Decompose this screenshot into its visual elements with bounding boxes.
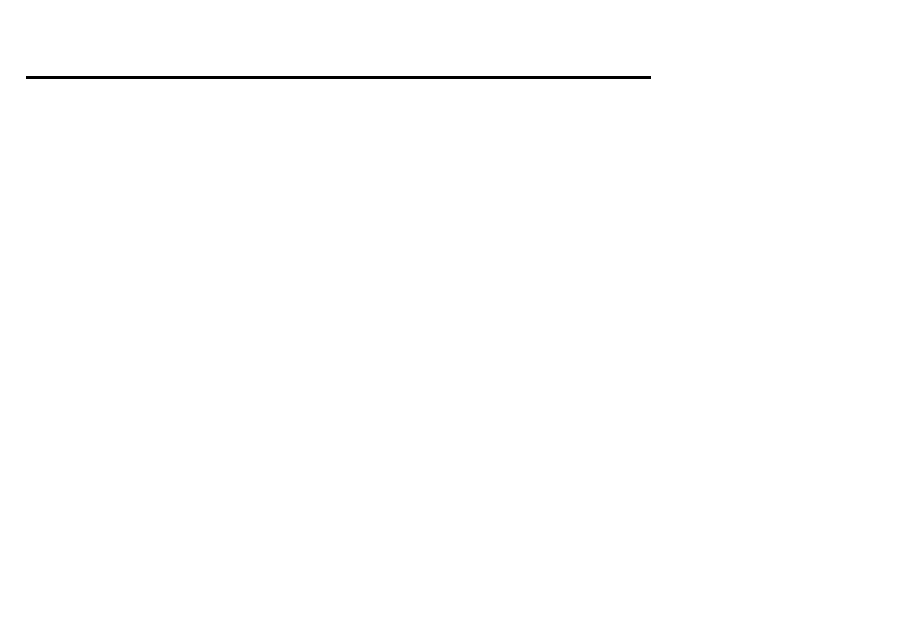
indicator-row	[27, 77, 878, 78]
program-table	[26, 76, 878, 79]
indicator-text	[152, 77, 650, 78]
indicator-label	[27, 77, 153, 78]
